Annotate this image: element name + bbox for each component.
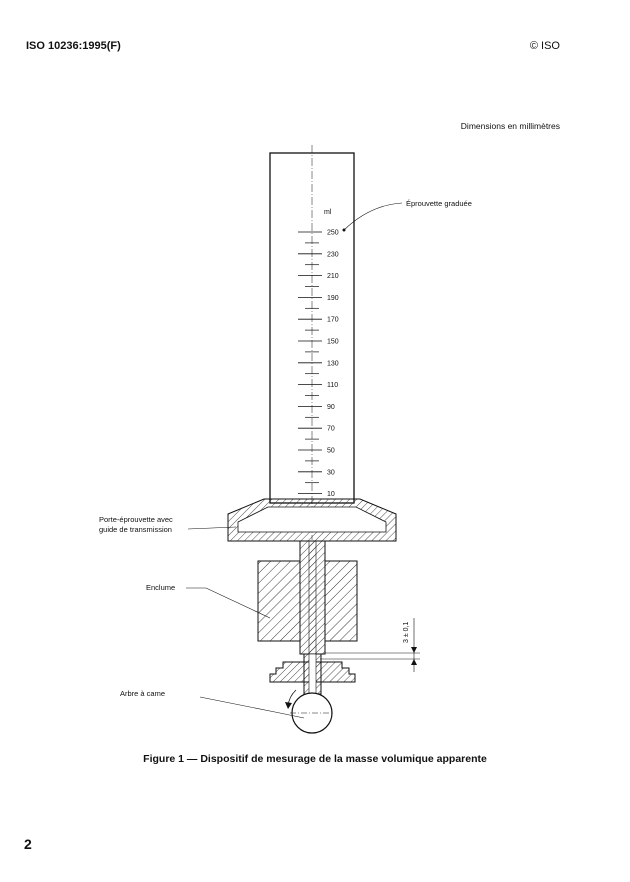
graduation-label: 50: [327, 447, 335, 455]
cylinder-leader: [344, 203, 402, 230]
graduation-label: 150: [327, 338, 339, 346]
graduation-label: 90: [327, 403, 335, 411]
graduation-label: 10: [327, 491, 335, 499]
anvil-leader: [186, 588, 270, 618]
graduation-scale: [298, 230, 339, 499]
unit-label: ml: [324, 209, 332, 216]
anvil-label: Enclume: [146, 583, 176, 592]
page-number: 2: [24, 836, 32, 852]
graduation-label: 110: [327, 382, 339, 390]
graduation-label: 190: [327, 294, 339, 302]
graduation-label: 30: [327, 469, 335, 477]
holder-label-line2: guide de transmission: [99, 525, 172, 534]
dimension-label: 3 ± 0,1: [403, 621, 410, 643]
holder-label-line1: Porte-éprouvette avec: [99, 515, 173, 524]
holder-inner: [238, 507, 386, 532]
graduation-label: 170: [327, 316, 339, 324]
dimensions-note: Dimensions en millimètres: [460, 121, 560, 131]
graduation-label: 210: [327, 273, 339, 281]
copyright-mark: © ISO: [529, 40, 560, 52]
anvil-left: [258, 561, 300, 641]
graduation-label: 250: [327, 229, 339, 237]
rod-core: [309, 541, 316, 654]
anvil-right: [325, 561, 357, 641]
document-id: ISO 10236:1995(F): [26, 40, 121, 52]
graduation-label: 70: [327, 425, 335, 433]
figure-caption: Figure 1 — Dispositif de mesurage de la masse volumique apparente: [143, 753, 487, 765]
cylinder-label: Éprouvette graduée: [406, 199, 472, 208]
cam-label: Arbre à came: [120, 689, 166, 698]
graduation-label: 230: [327, 251, 339, 259]
graduation-label: 130: [327, 360, 339, 368]
